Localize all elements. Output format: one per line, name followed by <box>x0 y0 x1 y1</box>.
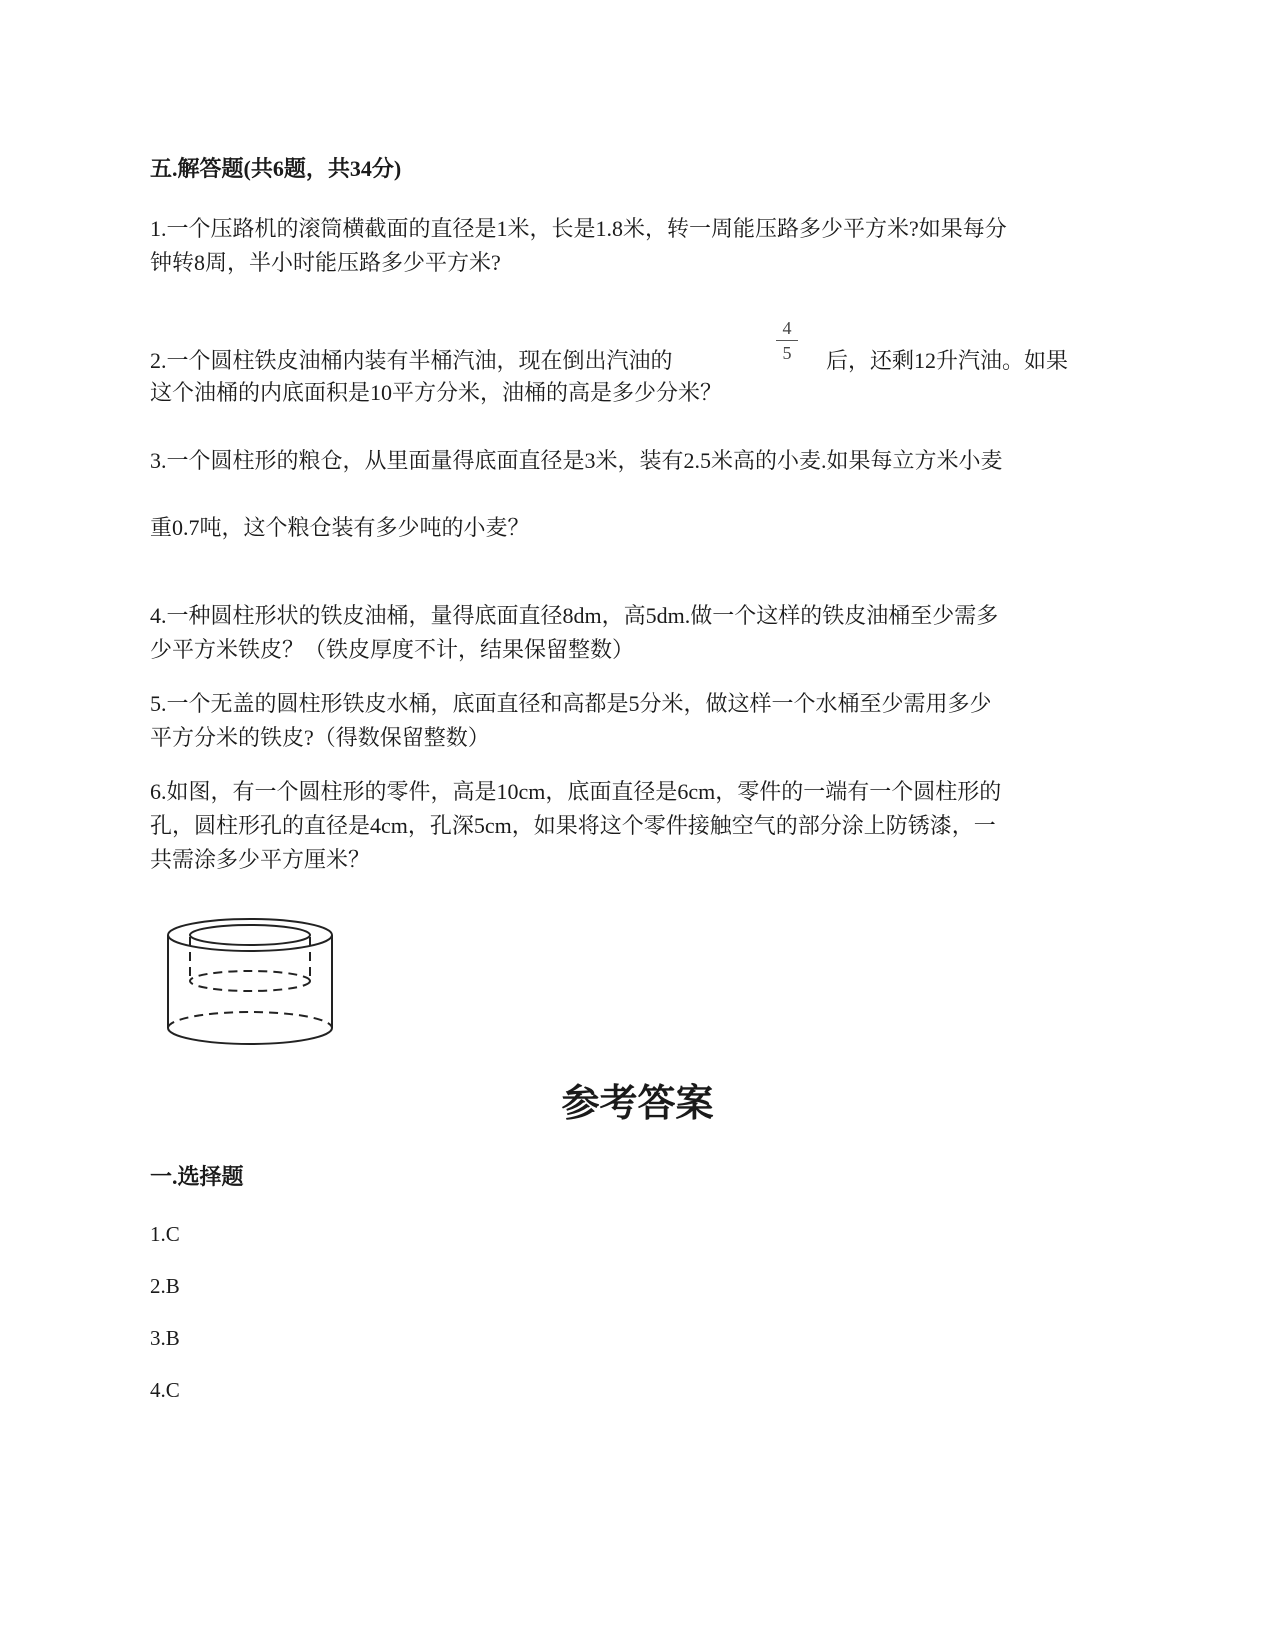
question-6 <box>150 775 1001 877</box>
question-text: 共需涂多少平方厘米？ <box>150 847 371 872</box>
answer-item: 1.C <box>150 1222 180 1246</box>
question-2-line2: 这个油桶的内底面积是10平方分米，油桶的高是多少分米？ <box>150 380 723 405</box>
outer-bottom-front <box>168 1028 332 1044</box>
question-text: 少平方米铁皮？（铁皮厚度不计，结果保留整数） <box>150 637 635 662</box>
fraction-denominator: 5 <box>782 343 792 363</box>
question-5 <box>150 687 992 755</box>
answer-item: 4.C <box>150 1378 180 1402</box>
fraction-numerator: 4 <box>782 318 792 338</box>
question-text: 5.一个无盖的圆柱形铁皮水桶，底面直径和高都是5分米，做这样一个水桶至少需用多少 <box>150 691 992 716</box>
question-text: 平方分米的铁皮?（得数保留整数） <box>150 725 490 750</box>
question-3-line2: 重0.7吨，这个粮仓装有多少吨的小麦？ <box>150 515 530 540</box>
hole-bottom-ellipse <box>190 971 310 991</box>
question-2-line1-before: 2.一个圆柱铁皮油桶内装有半桶汽油，现在倒出汽油的 <box>150 348 673 373</box>
question-3-line1: 3.一个圆柱形的粮仓，从里面量得底面直径是3米，装有2.5米高的小麦.如果每立方米小麦 <box>150 448 1003 473</box>
outer-top-ellipse <box>168 919 332 951</box>
question-4 <box>150 599 998 667</box>
question-1 <box>150 212 1007 280</box>
question-2-line1-after: 后，还剩12升汽油。如果 <box>826 348 1069 373</box>
outer-bottom-back <box>168 1012 332 1028</box>
question-text: 孔，圆柱形孔的直径是4cm，孔深5cm，如果将这个零件接触空气的部分涂上防锈漆，一 <box>150 813 996 838</box>
question-text: 钟转8周，半小时能压路多少平方米? <box>150 250 501 275</box>
answer-item: 3.B <box>150 1326 180 1350</box>
section-title: 五.解答题(共6题，共34分) <box>150 156 402 181</box>
question-text: 1.一个压路机的滚筒横截面的直径是1米，长是1.8米，转一周能压路多少平方米?如果每分 <box>150 216 1007 241</box>
question-text: 4.一种圆柱形状的铁皮油桶，量得底面直径8dm，高5dm.做一个这样的铁皮油桶至少需多 <box>150 603 999 628</box>
cylinder-with-hole-figure <box>155 905 345 1050</box>
fraction-bar <box>776 340 798 341</box>
answers-section-title: 一.选择题 <box>150 1164 244 1189</box>
answer-item: 2.B <box>150 1274 180 1298</box>
answers-title: 参考答案 <box>561 1083 714 1125</box>
question-text: 6.如图，有一个圆柱形的零件，高是10cm，底面直径是6cm，零件的一端有一个圆柱形的 <box>150 779 1002 804</box>
hole-top-ellipse <box>190 925 310 945</box>
fraction <box>776 318 798 363</box>
